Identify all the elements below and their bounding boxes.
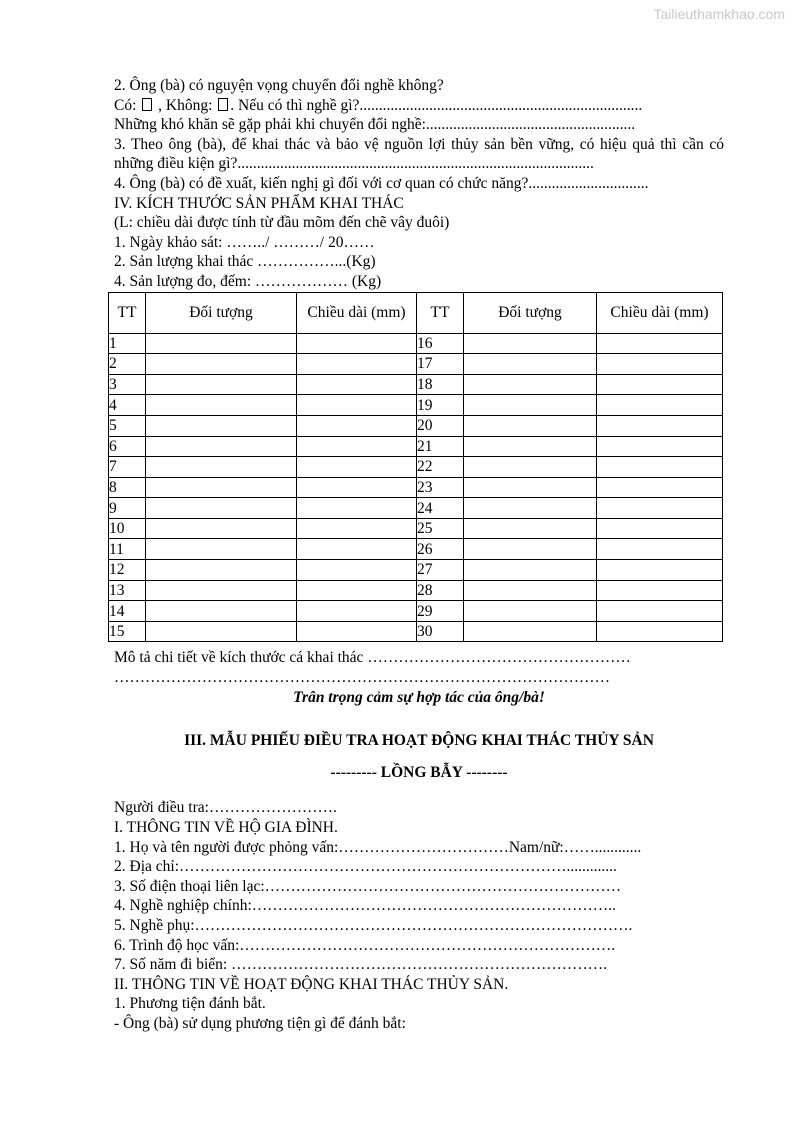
field-main-job: 4. Nghề nghiệp chính:……………………………………………………………..: [114, 897, 617, 915]
describe-size-continuation: ……………………………………………………………………………………: [114, 669, 610, 687]
row-number-right: 29: [417, 601, 464, 622]
row-number-left: 6: [109, 436, 146, 457]
row-number-right: 20: [417, 415, 464, 436]
length-cell-right[interactable]: [597, 395, 723, 416]
row-number-left: 2: [109, 354, 146, 375]
table-row: [109, 518, 723, 539]
table-header-row: [109, 292, 723, 333]
measured-volume-field: 4. Sản lượng đo, đếm: ……………… (Kg): [114, 272, 382, 290]
header-tt: TT: [417, 292, 464, 333]
object-cell-right[interactable]: [464, 601, 597, 622]
object-cell-right[interactable]: [464, 436, 597, 457]
field-sea-years: 7. Số năm đi biển: ……………………………………………………………….: [114, 956, 607, 974]
object-cell-right[interactable]: [464, 560, 597, 581]
row-number-right: 16: [417, 333, 464, 354]
row-number-right: 18: [417, 374, 464, 395]
table-row: [109, 415, 723, 436]
row-number-right: 27: [417, 560, 464, 581]
question-3: 3. Theo ông (bà), để khai thác và bảo vệ nguồn lợi thủy sản bền vững, có hiệu quả thì cần có những điều kiện gì?............................................................................................: [114, 135, 724, 173]
describe-size-field: Mô tả chi tiết về kích thước cá khai thác ……………………………………………: [114, 649, 631, 667]
length-cell-left[interactable]: [297, 457, 417, 478]
object-cell-right[interactable]: [464, 518, 597, 539]
row-number-right: 24: [417, 498, 464, 519]
fishing-section-title: II. THÔNG TIN VỀ HOẠT ĐỘNG KHAI THÁC THỦY SẢN.: [114, 975, 509, 993]
length-cell-right[interactable]: [597, 374, 723, 395]
row-number-left: 5: [109, 415, 146, 436]
length-cell-left[interactable]: [297, 415, 417, 436]
table-row: [109, 539, 723, 560]
object-cell-right[interactable]: [464, 539, 597, 560]
object-cell-right[interactable]: [464, 580, 597, 601]
length-cell-right[interactable]: [597, 477, 723, 498]
header-object: Đối tượng: [146, 292, 297, 333]
length-cell-left[interactable]: [297, 560, 417, 581]
object-cell-left[interactable]: [146, 395, 297, 416]
table-row: [109, 436, 723, 457]
row-number-right: 17: [417, 354, 464, 375]
field-phone: 3. Số điện thoại liên lạc:……………………………………………………………: [114, 877, 622, 895]
object-cell-left[interactable]: [146, 621, 297, 642]
row-number-right: 28: [417, 580, 464, 601]
row-number-left: 14: [109, 601, 146, 622]
length-cell-left[interactable]: [297, 601, 417, 622]
watermark-text: Tailieuthamkhao.com: [653, 6, 785, 22]
object-cell-left[interactable]: [146, 374, 297, 395]
question-2-difficulty: Những khó khăn sẽ gặp phải khi chuyển đổi nghề:......................................................: [114, 116, 636, 134]
length-cell-right[interactable]: [597, 415, 723, 436]
table-row: [109, 601, 723, 622]
length-cell-right[interactable]: [597, 518, 723, 539]
length-cell-right[interactable]: [597, 539, 723, 560]
object-cell-right[interactable]: [464, 457, 597, 478]
length-cell-right[interactable]: [597, 354, 723, 375]
object-cell-left[interactable]: [146, 333, 297, 354]
field-education: 6. Trình độ học vấn:……………………………………………………………….: [114, 936, 616, 954]
checkbox-yes[interactable]: [142, 98, 152, 111]
length-cell-right[interactable]: [597, 621, 723, 642]
header-length: Chiều dài (mm): [597, 292, 723, 333]
length-cell-right[interactable]: [597, 560, 723, 581]
length-cell-left[interactable]: [297, 354, 417, 375]
length-cell-right[interactable]: [597, 436, 723, 457]
row-number-left: 8: [109, 477, 146, 498]
table-row: [109, 498, 723, 519]
question-2: 2. Ông (bà) có nguyện vọng chuyển đổi nghề không?: [114, 77, 444, 94]
row-number-left: 9: [109, 498, 146, 519]
object-cell-right[interactable]: [464, 498, 597, 519]
object-cell-left[interactable]: [146, 354, 297, 375]
object-cell-right[interactable]: [464, 415, 597, 436]
section-4-title: IV. KÍCH THƯỚC SẢN PHẨM KHAI THÁC: [114, 194, 404, 212]
object-cell-right[interactable]: [464, 477, 597, 498]
question-4: 4. Ông (bà) có đề xuất, kiến nghị gì đối với cơ quan có chức năng?...............................: [114, 174, 649, 192]
section-4-note: (L: chiều dài được tính từ đầu mõm đến chẽ vây đuôi): [114, 214, 450, 232]
object-cell-right[interactable]: [464, 354, 597, 375]
form-3-subtitle: --------- LỒNG BẪY --------: [330, 763, 508, 781]
length-cell-right[interactable]: [597, 457, 723, 478]
table-row: [109, 621, 723, 642]
row-number-right: 25: [417, 518, 464, 539]
object-cell-left[interactable]: [146, 601, 297, 622]
row-number-right: 19: [417, 395, 464, 416]
row-number-left: 1: [109, 333, 146, 354]
object-cell-right[interactable]: [464, 395, 597, 416]
object-cell-left[interactable]: [146, 498, 297, 519]
row-number-left: 3: [109, 374, 146, 395]
length-cell-left[interactable]: [297, 395, 417, 416]
object-cell-right[interactable]: [464, 374, 597, 395]
survey-date-field: 1. Ngày khảo sát: ……../ ………/ 20……: [114, 233, 375, 251]
question-2-options: [114, 96, 724, 116]
option-tail: . Nếu có thì nghề gì?.........................................................................: [230, 96, 643, 114]
table-row: [109, 354, 723, 375]
row-number-right: 23: [417, 477, 464, 498]
header-object: Đối tượng: [464, 292, 597, 333]
investigator-field: Người điều tra:…………………….: [114, 799, 337, 817]
table-row: [109, 333, 723, 354]
row-number-right: 30: [417, 621, 464, 642]
object-cell-left[interactable]: [146, 539, 297, 560]
field-name: 1. Họ và tên người được phỏng vấn:……………………………Nam/nữ:……............: [114, 838, 642, 856]
table-row: [109, 395, 723, 416]
length-cell-left[interactable]: [297, 518, 417, 539]
object-cell-left[interactable]: [146, 415, 297, 436]
row-number-left: 15: [109, 621, 146, 642]
object-cell-left[interactable]: [146, 560, 297, 581]
option-no-label: , Không:: [154, 96, 217, 114]
thanks-note: Trân trọng cảm sự hợp tác của ông/bà!: [293, 688, 545, 706]
table-row: [109, 374, 723, 395]
length-cell-left[interactable]: [297, 477, 417, 498]
object-cell-left[interactable]: [146, 436, 297, 457]
row-number-right: 22: [417, 457, 464, 478]
table-row: [109, 477, 723, 498]
object-cell-left[interactable]: [146, 477, 297, 498]
object-cell-left[interactable]: [146, 457, 297, 478]
row-number-left: 11: [109, 539, 146, 560]
length-cell-left[interactable]: [297, 539, 417, 560]
option-yes-label: Có:: [114, 96, 141, 114]
length-cell-right[interactable]: [597, 333, 723, 354]
header-tt: TT: [109, 292, 146, 333]
catch-volume-field: 2. Sản lượng khai thác ……………...(Kg): [114, 253, 376, 271]
object-cell-right[interactable]: [464, 333, 597, 354]
field-side-job: 5. Nghề phụ:………………………………………………………………………….: [114, 916, 633, 934]
length-cell-left[interactable]: [297, 580, 417, 601]
form-3-title: III. MẪU PHIẾU ĐIỀU TRA HOẠT ĐỘNG KHAI THÁC THỦY SẢN: [184, 732, 654, 750]
table-row: [109, 457, 723, 478]
row-number-left: 13: [109, 580, 146, 601]
row-number-left: 12: [109, 560, 146, 581]
length-cell-right[interactable]: [597, 601, 723, 622]
length-cell-right[interactable]: [597, 580, 723, 601]
object-cell-right[interactable]: [464, 621, 597, 642]
table-row: [109, 560, 723, 581]
row-number-right: 26: [417, 539, 464, 560]
object-cell-left[interactable]: [146, 580, 297, 601]
field-address: 2. Địa chỉ:………………………………………………………………….............: [114, 858, 617, 876]
length-cell-left[interactable]: [297, 436, 417, 457]
object-cell-left[interactable]: [146, 518, 297, 539]
row-number-right: 21: [417, 436, 464, 457]
length-cell-left[interactable]: [297, 374, 417, 395]
row-number-left: 10: [109, 518, 146, 539]
fishing-vehicle-heading: 1. Phương tiện đánh bắt.: [114, 995, 266, 1013]
document-page: [109, 76, 724, 1034]
row-number-left: 4: [109, 395, 146, 416]
checkbox-no[interactable]: [218, 98, 228, 111]
table-row: [109, 580, 723, 601]
length-cell-left[interactable]: [297, 621, 417, 642]
row-number-left: 7: [109, 457, 146, 478]
header-length: Chiều dài (mm): [297, 292, 417, 333]
length-cell-right[interactable]: [597, 498, 723, 519]
measurement-table: [108, 292, 723, 643]
length-cell-left[interactable]: [297, 333, 417, 354]
household-section-title: I. THÔNG TIN VỀ HỘ GIA ĐÌNH.: [114, 819, 338, 836]
length-cell-left[interactable]: [297, 498, 417, 519]
fishing-vehicle-question: - Ông (bà) sử dụng phương tiện gì để đánh bắt:: [114, 1014, 406, 1032]
